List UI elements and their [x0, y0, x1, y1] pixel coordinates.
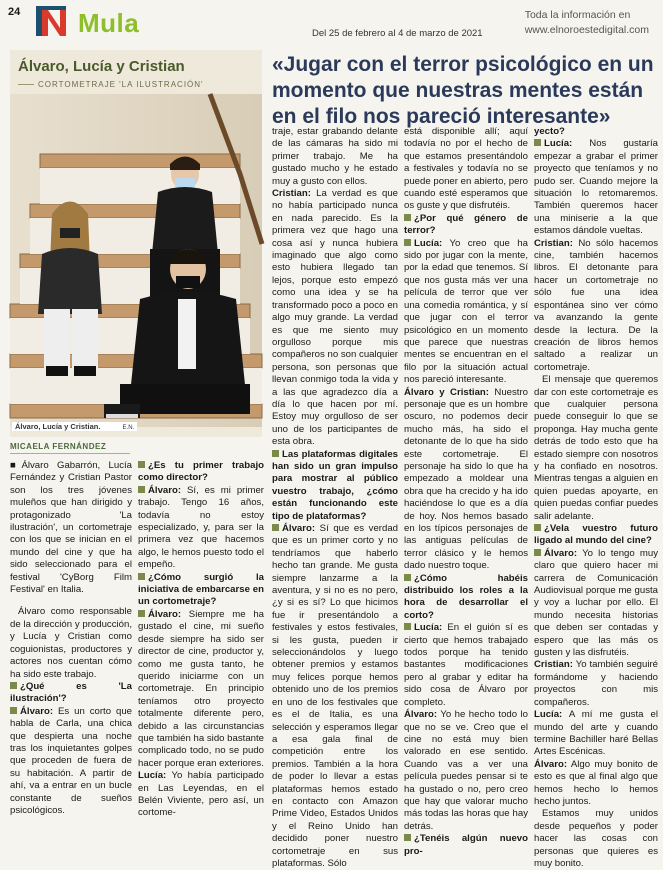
- section-title: Mula: [78, 8, 140, 38]
- bullet-square-icon: [534, 524, 541, 531]
- column-1: [10, 460, 132, 817]
- answer-text: Yo había participado en Las Leyendas, en el Belén Viviente, pero así, un cortome-: [138, 770, 264, 819]
- photo-block: [10, 50, 262, 437]
- answer: [404, 238, 528, 387]
- answer-text: Yo también seguiré formándome y haciendo proyectos con mis compañeros.: [534, 659, 658, 708]
- photo-caption: Álvaro, Lucía y Cristian.: [15, 422, 101, 431]
- answer: [404, 387, 528, 573]
- speaker: Cristian:: [534, 237, 573, 249]
- header-website[interactable]: www.elnoroestedigital.com: [524, 24, 649, 36]
- question-text: ¿Tenéis algún nuevo pro-: [404, 833, 528, 857]
- page-header: [0, 0, 663, 48]
- photo-title: Álvaro, Lucía y Cristian: [18, 58, 185, 75]
- question: [534, 523, 658, 548]
- question: [10, 681, 132, 706]
- speaker: Álvaro:: [148, 608, 182, 620]
- headline: «Jugar con el terror psicológico en un momento que nuestras mentes están en el filo nos pareció interesante»: [272, 53, 654, 128]
- header-tagline: Toda la información en: [524, 9, 631, 21]
- question-text: ¿Cómo habéis distribuido los roles a la hora de desarrollar el corto?: [404, 572, 528, 621]
- intro-paragraph: ■Álvaro Gabarrón, Lucía Fernández y Cristian Pastor son los tres jóvenes muleños que han dirigido y protagonizado 'La ilustración', un cortometraje con los que se inician en el mundo del cine y que ha sido seleccionado para el festival 'CyBorg Film Festival' en Italia.: [10, 460, 132, 596]
- column-2: [138, 460, 264, 820]
- answer-text: Yo he hecho todo lo que no se ve. Creo que el cine no está muy bien valorado en ese sentido. Cuando vas a ver una película puedes pensar si te ha gustado o no, pero creo que hay que valorar mucho más todas las horas que hay detrás.: [404, 709, 528, 832]
- photo-caption-wrap: [12, 422, 137, 431]
- bullet-square-icon: [404, 214, 411, 221]
- question-text: ¿Es tu primer trabajo como director?: [138, 460, 264, 484]
- photo-kicker-text: CORTOMETRAJE 'LA ILUSTRACIÓN': [38, 80, 204, 89]
- answer-continued: está disponible allí; aquí todavía no por el hecho de que estamos presentándolo a festivales y todavía no se puede poner en abierto, pero cuando esté esperamos que os guste y que disfrutéis.: [404, 126, 528, 212]
- answer: [404, 622, 528, 709]
- question-text: ¿Cómo surgió la iniciativa de embarcarse en un cortometraje?: [138, 571, 264, 608]
- answer-text: Yo creo que ha sido por jugar con la mente, por la edad que tenemos. Sí que nos gusta más ver una película de terror que ver una comedia romántica, y sí que jugar con el terror psicológico en un momento que parece que nuestras mentes se encuentran en el filo por la situación actual nos pareció interesante.: [404, 237, 528, 386]
- question-continued: yecto?: [534, 126, 565, 137]
- speaker: Álvaro:: [282, 523, 316, 534]
- answer-paragraph: Estamos muy unidos desde pequeños y poder hacer las cosas con personas que quieres es muy bonito.: [534, 808, 658, 869]
- answer-text: Nos gustaría empezar a grabar el primer proyecto que teníamos y no pudo ser. Cuando mejore la situación lo retomaremos. También queremos hacer una miniserie a la que estamos dándole vueltas.: [534, 138, 658, 237]
- question-text: ¿Vela vuestro futuro ligado al mundo del cine?: [534, 523, 658, 547]
- speaker: Álvaro:: [534, 758, 568, 770]
- bullet-square-icon: [404, 574, 411, 581]
- bullet-square-icon: [534, 139, 541, 146]
- speaker: Álvaro:: [148, 484, 182, 496]
- answer: [404, 709, 528, 833]
- answer-text: La verdad es que no había participado nunca en nada parecido. Es la primera vez que hago una cosa así y nunca hubiera imaginado que algo como esto hubiera llegado tan lejos, porque esto empezó como una idea y se ha transformado poco a poco en algo muy grande. La verdad es que me siento muy orgulloso porque mis compañeros no son cualquier persona, son personas que llevan conmigo toda la vida y a las que agradezco día a día lo que hacen por mí. Estoy muy orgulloso de ser uno de los participantes de esta obra.: [272, 188, 398, 448]
- question: [138, 460, 264, 485]
- question-text: ¿Qué es 'La ilustración'?: [10, 680, 132, 705]
- bullet-square-icon: [138, 573, 145, 580]
- page-number: 24: [8, 6, 21, 18]
- answer: [534, 659, 658, 709]
- answer: [10, 706, 132, 818]
- byline-divider: [10, 453, 130, 454]
- photo-kicker: [18, 80, 204, 89]
- answer: [534, 709, 658, 759]
- answer-text: En el guión sí es cierto que hemos trabajado todos porque ha tenido bastantes modificaciones pero al grabar y editar ha sido cosa de Álvaro por completo.: [404, 622, 528, 708]
- question-text: ¿Por qué género de terror?: [404, 212, 528, 237]
- answer-text: Sí que es verdad que es un primer corto y no tendríamos que haberlo hecho tan grande. Me gusta siempre lanzarme a la aventura, y si no es no pero, ¿y si es sí? Lo que hicimos fue ir presentándolo a festivales y estos festivales, si les gusta, pueden ir seleccionándolos y luego obtener premios y estamos muy felices porque hemos obtenido uno de los premios en uno de los festivales que es el de Italia, es una selección y esperamos llegar a esa gala final de competición entre los premios. También a la hora de poder lo llevar a estas plataformas hemos estado en contacto con Amazon Prime Video, Estados Unidos y el Reino Unido han decidido poner nuestro cortometraje en sus plataformas. Sólo: [272, 523, 398, 869]
- question-text: Las plataformas digitales han sido un gran impulso para mostrar al público vuestro trabajo, ¿cómo están funcionando este tipo de plataformas?: [272, 448, 398, 522]
- speaker: Cristian:: [272, 188, 311, 200]
- question: [138, 572, 264, 609]
- speaker: Álvaro:: [20, 705, 54, 717]
- answer: [534, 238, 658, 374]
- speaker: Álvaro y Cristian:: [404, 386, 489, 398]
- question: [404, 833, 528, 858]
- bullet-square-icon: [404, 239, 411, 246]
- answer: [138, 770, 264, 820]
- speaker: Lucía:: [138, 770, 167, 782]
- header-tagline-block: [525, 8, 649, 38]
- bullet-square-icon: [138, 486, 145, 493]
- answer: [272, 523, 398, 870]
- answer-text: Yo lo tengo muy claro que quiero hacer mi carrera de Comunicación Audiovisual porque me gusta y voy a luchar por ello. El mundo necesita historias que deben ser contadas y espero que las más os gusten y las disfrutéis.: [534, 547, 658, 659]
- answer: [272, 188, 398, 449]
- speaker: Lucía:: [414, 622, 443, 634]
- answer: [138, 485, 264, 572]
- photo-credit: E.N.: [122, 425, 135, 431]
- bullet-square-icon: [138, 461, 145, 468]
- issue-date: Del 25 de febrero al 4 de marzo de 2021: [312, 28, 483, 39]
- answer-continued: traje, estar grabando delante de las cámaras ha sido mi primer trabajo. Me ha gustado mucho y he estado muy a gusto con ellos.: [272, 126, 398, 187]
- column-3: [272, 126, 398, 870]
- question: [272, 449, 398, 523]
- bullet-square-icon: [272, 524, 279, 531]
- speaker: Álvaro:: [544, 547, 578, 559]
- bullet-square-icon: [534, 549, 541, 556]
- bullet-square-icon: [272, 450, 279, 457]
- author-byline: MICAELA FERNÁNDEZ: [10, 442, 107, 451]
- answer-text: Algo muy bonito de esto es que al final algo que hemos hecho lo hemos hecho juntos.: [534, 758, 658, 807]
- newspaper-logo-icon: [34, 6, 70, 38]
- answer-paragraph: El mensaje que queremos dar con este cortometraje es que cualquier persona puede conseguir lo que se proponga. Hay mucha gente detrás de todo esto que ha estado siempre con nosotros y ha confiado en nosotros. Mientras tengas a alguien en quien puedas apoyarte, en quien puedas confiar puedes salir adelante.: [534, 374, 658, 522]
- speaker: Álvaro:: [404, 709, 438, 721]
- speaker: Lucía:: [544, 138, 573, 150]
- bullet-square-icon: [404, 623, 411, 630]
- answer: [534, 548, 658, 660]
- answer: [138, 609, 264, 770]
- answer-text: Siempre me ha gustado el cine, mi sueño desde siempre ha sido ser director de cine, productor y, como me gusta tanto, he querido iniciarme con un cortometraje. En principio teníamos otro proyecto totalmente diferente pero, debido a las circunstancias que también ha sido bastante complicado todo, no se pudo hacer porque eran exteriores.: [138, 608, 264, 769]
- question: [404, 213, 528, 238]
- speaker: Lucía:: [414, 237, 443, 249]
- bullet-square-icon: [404, 834, 411, 841]
- answer: [534, 759, 658, 809]
- column-5: [534, 126, 658, 870]
- speaker: Cristian:: [534, 659, 573, 671]
- answer-text: Nuestro personaje que es un hombre oscuro, no podemos decir mucho más, ha sido el detonante de lo que ha sido este cortometraje. El personaje ha sido lo que ha empezado a moldear una obra que ha crecido y ha ido haciéndose lo que es a día de hoy. Nos hemos basado en los típicos personajes de las antiguas películas de terror clásico y le hemos dado nuestro toque.: [404, 386, 528, 572]
- column-4: [404, 126, 528, 858]
- answer: [534, 138, 658, 237]
- bullet-square-icon: [10, 682, 17, 689]
- answer-text: A mí me gusta el mundo del arte y cuando termine Bachiller haré Bellas Artes Escénicas.: [534, 709, 659, 758]
- answer-text: Es un corto que habla de Carla, una chica que despierta una noche tras los inquietantes golpes que proceden de fuera de su habitación. A partir de ahí, va a entrar en un bucle constante de sueños psicológicos.: [10, 705, 132, 816]
- speaker: Lucía:: [534, 709, 563, 721]
- bullet-square-icon: [10, 707, 17, 714]
- intro-paragraph-2: Álvaro como responsable de la dirección y producción, y Lucía y Cristian como coguionistas, productores y actores nos cuentan cómo ha sido este trabajo.: [10, 606, 132, 680]
- question: [404, 573, 528, 623]
- bullet-square-icon: [138, 610, 145, 617]
- answer-text: No sólo hacemos cine, también hacemos libros. El detonante para hacer un cortometraje no sólo fue una idea espontánea sino ver cómo va avanzando la gente desde la lectura. De la creación de libros hemos saltado a realizar un cortometraje.: [534, 237, 659, 373]
- portrait-photo: [10, 94, 262, 427]
- answer-text: Sí, es mi primer trabajo. Tengo 16 años, todavía no estoy especializado, y, para ser la primera vez que hacemos algo, le hemos puesto todo el empeño.: [138, 484, 265, 571]
